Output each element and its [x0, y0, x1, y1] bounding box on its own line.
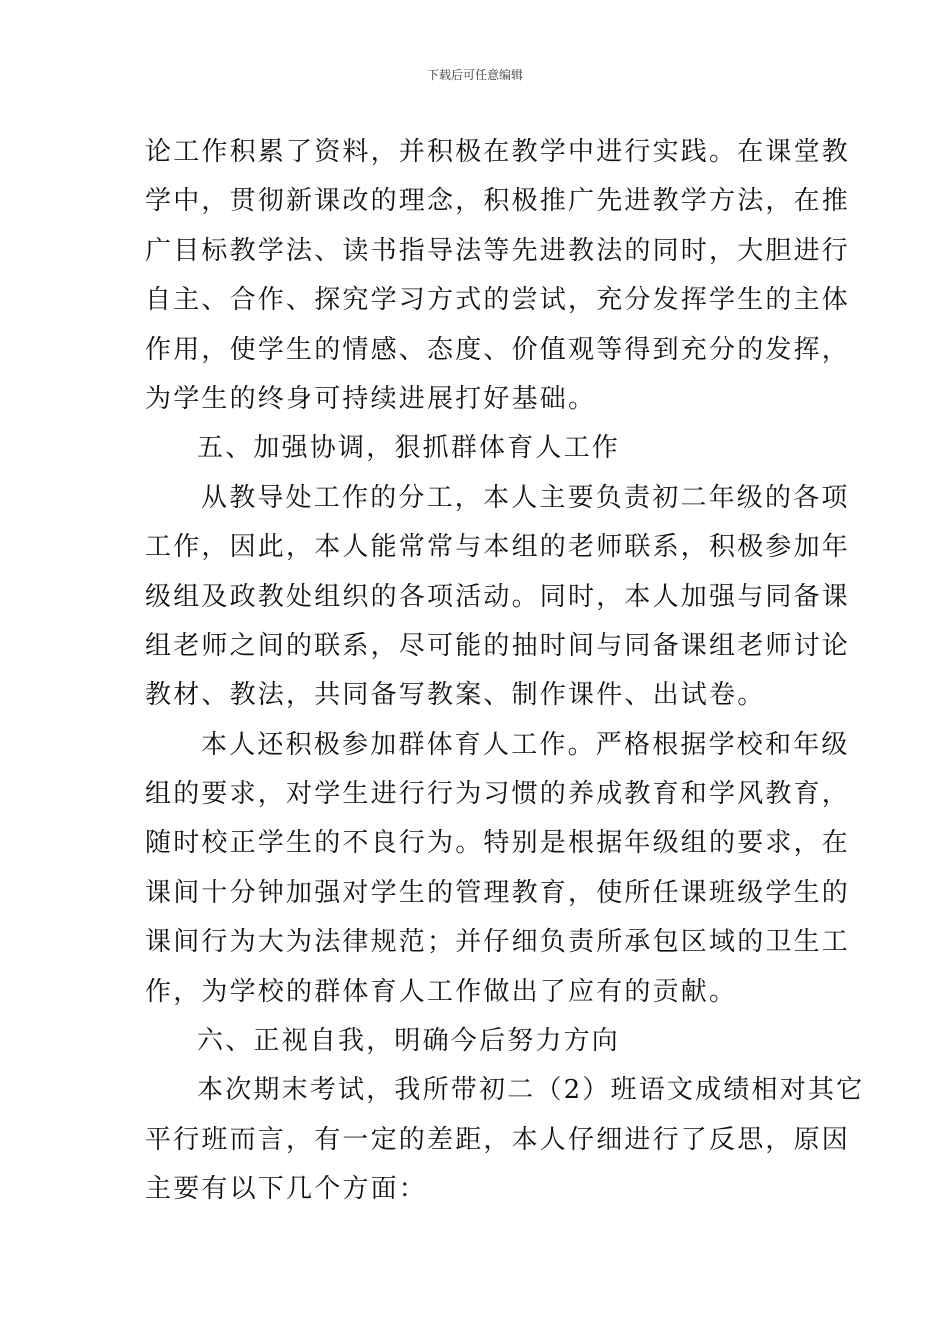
text-line: 为学生的终身可持续进展打好基础。: [145, 383, 597, 414]
text-line: 组老师之间的联系，尽可能的抽时间与同备课组老师讨论: [145, 630, 851, 661]
text-line: 论工作积累了资料，并积极在教学中进行实践。在课堂教: [145, 137, 851, 167]
text-line: 教材、教法，共同备写教案、制作课件、出试卷。: [145, 680, 766, 711]
document-body: [145, 128, 865, 1215]
text-line: 从教导处工作的分工，本人主要负责初二年级的各项: [201, 482, 850, 513]
text-line: 本次期末考试，我所带初二（2）班语文成绩相对其它: [197, 1075, 865, 1106]
text-line: 级组及政教处组织的各项活动。同时，本人加强与同备课: [145, 581, 851, 612]
text-line: 主要有以下几个方面：: [145, 1174, 428, 1205]
text-line: 平行班而言，有一定的差距，本人仔细进行了反思，原因: [145, 1124, 851, 1155]
text-line: 六、正视自我，明确今后努力方向: [197, 1026, 621, 1057]
text-line: 本人还积极参加群体育人工作。严格根据学校和年级: [201, 729, 850, 760]
text-line: 随时校正学生的不良行为。特别是根据年级组的要求，在: [145, 828, 851, 859]
text-line: 作，为学校的群体育人工作做出了应有的贡献。: [145, 976, 738, 1007]
text-line: 自主、合作、探究学习方式的尝试，充分发挥学生的主体: [145, 285, 851, 316]
text-line: 五、加强协调，狠抓群体育人工作: [197, 433, 621, 464]
text-line: 课间十分钟加强对学生的管理教育，使所任课班级学生的: [145, 877, 851, 908]
page-header: 下载后可任意编辑: [426, 68, 523, 82]
text-line: 作用，使学生的情感、态度、价值观等得到充分的发挥，: [145, 334, 851, 365]
text-line: 工作，因此，本人能常常与本组的老师联系，积极参加年: [145, 532, 851, 563]
text-line: 学中，贯彻新课改的理念，积极推广先进教学方法，在推: [145, 186, 851, 217]
text-line: 课间行为大为法律规范；并仔细负责所承包区域的卫生工: [145, 927, 851, 958]
text-line: 广目标教学法、读书指导法等先进教法的同时，大胆进行: [145, 235, 851, 266]
text-line: 组的要求，对学生进行行为习惯的养成教育和学风教育，: [145, 779, 851, 810]
